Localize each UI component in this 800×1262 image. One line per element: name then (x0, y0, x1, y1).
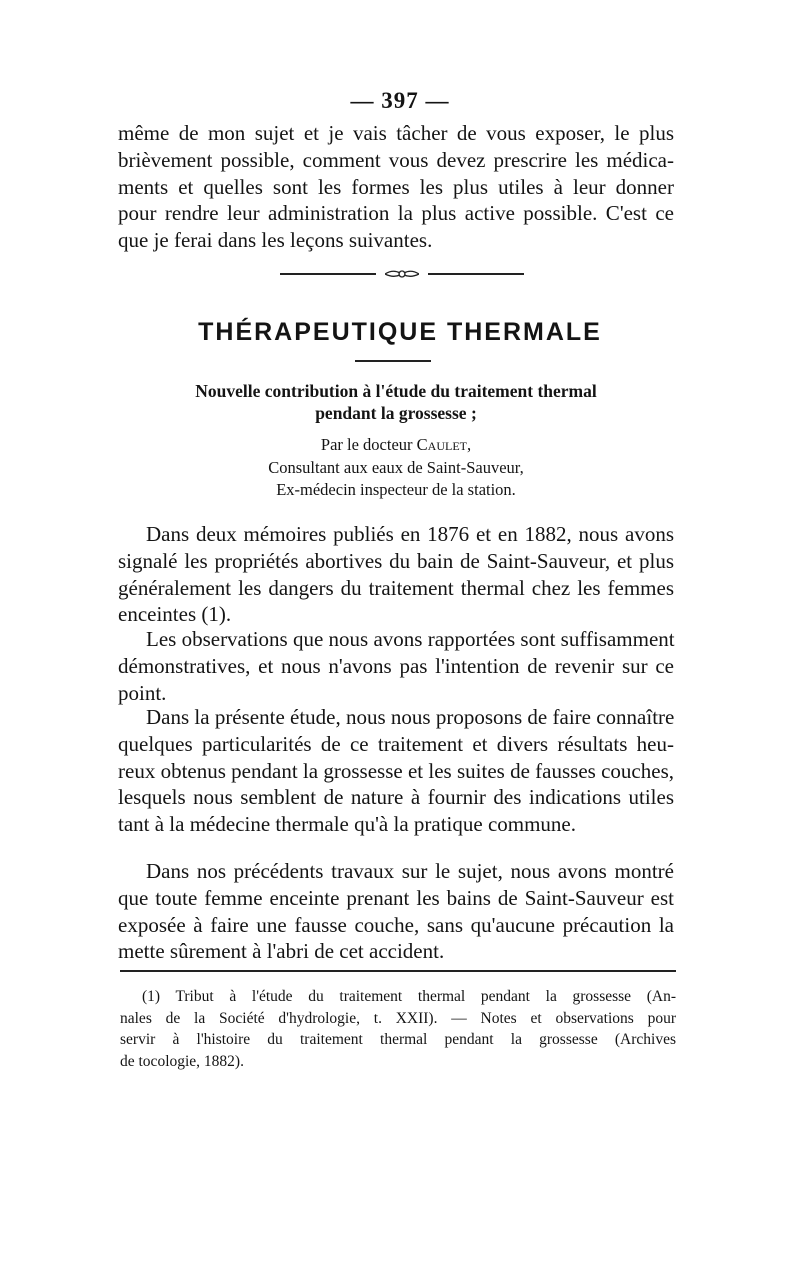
footnote (120, 986, 676, 1072)
body-paragraph (118, 858, 674, 965)
author-role: Consultant aux eaux de Saint-Sauveur, (268, 457, 524, 477)
text-line: quelques particularités de ce traitement et divers résultats heu- (118, 731, 674, 756)
body-paragraph (118, 704, 674, 838)
text-line: Les observations que nous avons rapportées sont suffisamment (146, 627, 675, 651)
text-line: Dans nos précédents travaux sur le sujet, nous avons montré (146, 859, 674, 883)
text-line: signalé les propriétés abortives du bain de Saint-Sauveur, et plus (118, 548, 674, 573)
section-title: THÉRAPEUTIQUE THERMALE (198, 318, 602, 346)
text-line: mette sûrement à l'abri de cet accident. (118, 939, 445, 964)
article-title-line: pendant la grossesse ; (315, 403, 477, 423)
text-line: que je ferai dans les leçons suivantes. (118, 228, 433, 253)
text-line: généralement les dangers du traitement thermal chez les femmes (118, 575, 674, 600)
text-line: reux obtenus pendant la grossesse et les suites de fausses couches, (118, 758, 674, 783)
article-byline (118, 434, 674, 502)
title-underline (355, 360, 431, 362)
footnote-line: de tocologie, 1882). (120, 1052, 244, 1070)
author-role: Ex-médecin inspecteur de la station. (276, 480, 516, 499)
text-line: exposée à faire une fausse couche, sans qu'aucune précaution la (118, 912, 674, 937)
body-paragraph (118, 626, 674, 706)
text-line: même de mon sujet et je vais tâcher de vous exposer, le plus (118, 121, 674, 145)
text-line: Dans deux mémoires publiés en 1876 et en 1882, nous avons (146, 522, 674, 546)
text-line: lesquels nous semblent de nature à fournir des indications utiles (118, 785, 674, 810)
text-line: point. (118, 680, 167, 705)
body-paragraph (118, 521, 674, 628)
footnote-line: (1) Tribut à l'étude du traitement thermal pendant la grossesse (An- (142, 988, 676, 1005)
ornament-flourish-icon (385, 268, 419, 280)
text-line: que toute femme enceinte prenant les bains de Saint-Sauveur est (118, 885, 674, 910)
author-name: Caulet, (416, 435, 472, 454)
text-line: Dans la présente étude, nous nous proposons de faire connaître (146, 705, 675, 729)
text-line: tant à la médecine thermale qu'à la pratique commune. (118, 812, 577, 837)
author-line: Par le docteur Caulet, (320, 435, 472, 454)
footnote-line: nales de la Société d'hydrologie, t. XXII). — Notes et observations pour (120, 1009, 676, 1027)
article-title-line: Nouvelle contribution à l'étude du traitement thermal (195, 381, 597, 401)
text-line: brièvement possible, comment vous devez prescrire les médica- (118, 147, 674, 172)
ornamental-divider (280, 268, 524, 280)
footnote-line: servir à l'histoire du traitement thermal pendant la grossesse (Archives (120, 1031, 676, 1048)
article-title (118, 380, 674, 424)
text-line: pour rendre leur administration la plus active possible. C'est ce (118, 201, 674, 226)
text-line: enceintes (1). (118, 602, 232, 627)
page-number: — 397 — (350, 88, 450, 113)
footnote-separator (120, 970, 676, 972)
text-line: démonstratives, et nous n'avons pas l'intention de revenir sur ce (118, 653, 674, 678)
intro-paragraph (118, 120, 674, 254)
text-line: ments et quelles sont les formes les plus utiles à leur donner (118, 174, 674, 199)
